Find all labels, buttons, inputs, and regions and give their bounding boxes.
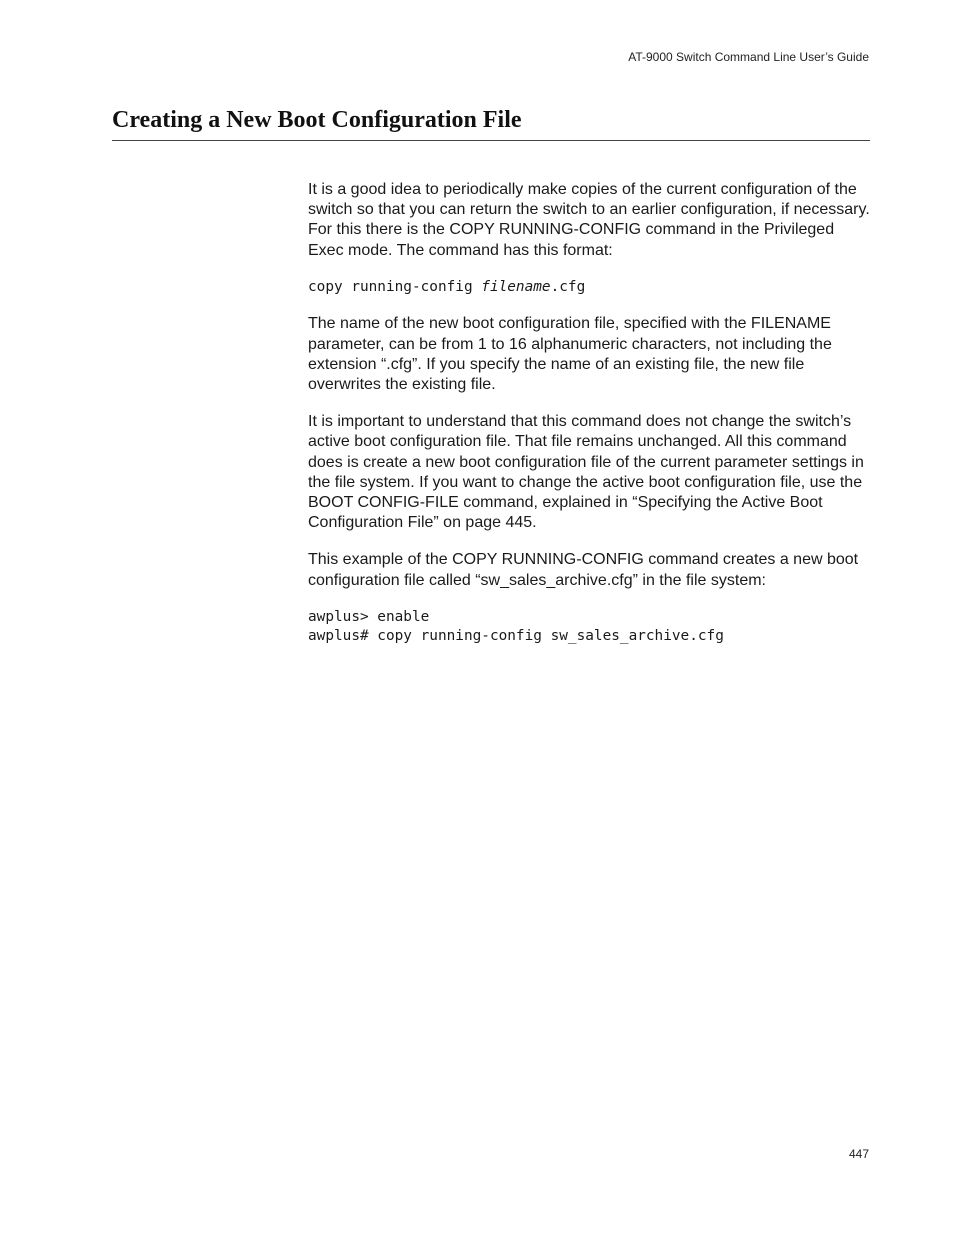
section-title: Creating a New Boot Configuration File xyxy=(112,107,522,133)
syntax-suffix: .cfg xyxy=(550,278,586,295)
example-line-2: awplus# copy running-config sw_sales_archive.cfg xyxy=(308,628,724,645)
example-line-1: awplus> enable xyxy=(308,608,430,625)
note-paragraph: It is important to understand that this command does not change the switch’s active boot configuration file. That file remains unchanged. All this command does is create a new boot configuration file of the current parameter settings in the file system. If you want to change the active boot configuration file, use the BOOT CONFIG-FILE command, explained in “Specifying the Active Boot Configuration File” on page 445. xyxy=(308,413,864,532)
example-intro-paragraph: This example of the COPY RUNNING-CONFIG command creates a new boot configuration file called “sw_sales_archive.cfg” in the file system: xyxy=(308,551,859,589)
intro-paragraph: It is a good idea to periodically make copies of the current configuration of the switch so that you can return the switch to an earlier configuration, if necessary. For this there is the COPY RUNNING-CONFIG command in the Privileged Exec mode. The command has this format: xyxy=(308,181,870,259)
command-syntax xyxy=(308,278,874,298)
title-rule xyxy=(112,140,870,141)
syntax-prefix: copy running-config xyxy=(308,278,482,295)
page-number: 447 xyxy=(848,1147,869,1161)
syntax-parameter: filename xyxy=(481,278,551,295)
command-example xyxy=(308,608,874,647)
body-column xyxy=(308,180,874,664)
running-header: AT-9000 Switch Command Line User’s Guide xyxy=(628,50,869,64)
filename-paragraph: The name of the new boot configuration file, specified with the FILENAME parameter, can be from 1 to 16 alphanumeric characters, not including the extension “.cfg”. If you specify the name of an existing file, the new file overwrites the existing file. xyxy=(308,315,832,393)
